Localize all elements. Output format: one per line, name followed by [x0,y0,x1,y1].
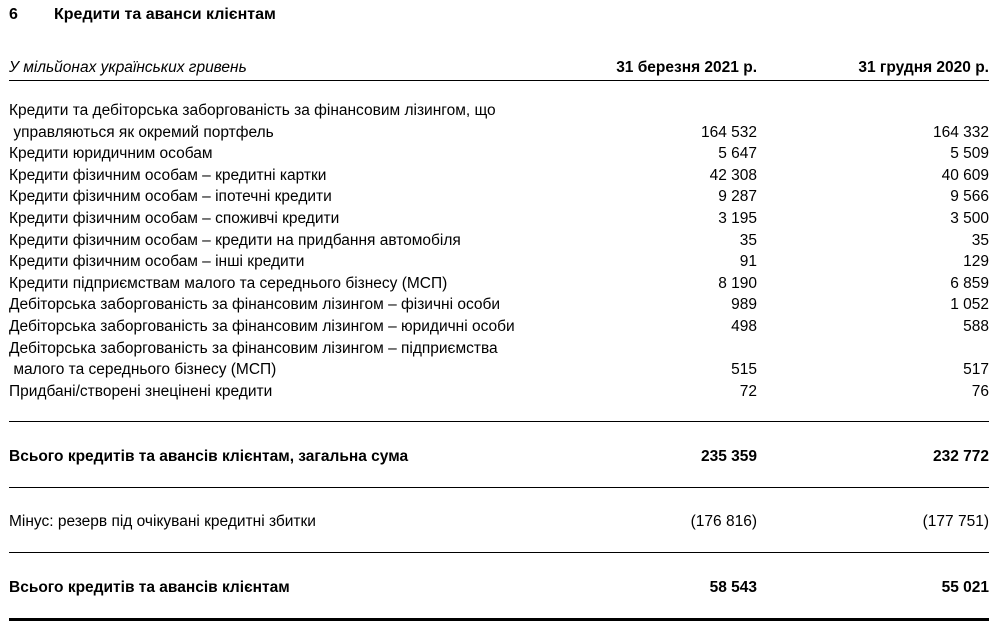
units-label: У мільйонах українських гривень [9,59,247,76]
row-value-2021: 5 647 [718,145,757,163]
divider [9,487,989,488]
table-row [9,251,989,273]
table-row [9,273,989,295]
allowance-label: Мінус: резерв під очікувані кредитні збитки [9,513,316,530]
allowance-value-2021: (176 816) [690,513,757,530]
row-value-2021: 3 195 [718,209,757,227]
row-label: Кредити фізичним особам – інші кредити [9,253,305,271]
net-total-row [9,578,989,598]
row-value-2020: 76 [971,382,989,400]
row-value-2021: 72 [739,382,757,400]
row-value-2020: 9 566 [950,188,989,206]
row-label: Кредити фізичним особам – кредити на придбання автомобіля [9,231,461,249]
divider [9,421,989,422]
row-value-2021: 42 308 [709,166,757,184]
row-value-2020: 35 [971,231,989,249]
gross-total-value-2020: 232 772 [932,448,989,465]
table-row [9,165,989,187]
row-value-2021: 498 [731,317,757,335]
table-row [9,230,989,252]
column-header-2020: 31 грудня 2020 р. [858,59,989,76]
allowance-value-2020: (177 751) [922,513,989,530]
row-value-2020: 40 609 [941,166,989,184]
row-value-2020: 164 332 [932,123,989,141]
table-row [9,294,989,316]
gross-total-value-2021: 235 359 [700,448,757,465]
row-value-2021: 91 [739,253,757,271]
table-row [9,338,989,381]
net-total-value-2021: 58 543 [709,579,757,596]
row-label: Кредити фізичним особам – споживчі кредити [9,209,340,227]
table-row [9,100,989,143]
table-row [9,186,989,208]
row-value-2021: 8 190 [718,274,757,292]
note-number: 6 [9,6,18,23]
column-header-2021: 31 березня 2021 р. [616,59,757,76]
row-label: Кредити підприємствам малого та середнього бізнесу (МСП) [9,274,448,292]
row-value-2020: 588 [963,317,989,335]
table-row [9,316,989,338]
row-value-2020: 1 052 [950,296,989,314]
row-value-2020: 517 [963,361,989,379]
row-value-2021: 515 [731,361,757,379]
row-label: Придбані/створені знецінені кредити [9,382,273,400]
note-heading [9,6,276,24]
gross-total-row [9,447,989,467]
row-value-2021: 989 [731,296,757,314]
net-total-value-2020: 55 021 [941,579,989,596]
row-value-2020: 3 500 [950,209,989,227]
row-value-2021: 9 287 [718,188,757,206]
row-label: Дебіторська заборгованість за фінансовим лізингом – підприємства малого та середнього бізнесу (МСП) [9,339,498,379]
row-label: Кредити фізичним особам – іпотечні кредити [9,188,332,206]
table-row [9,381,989,403]
table-row [9,208,989,230]
divider [9,552,989,553]
table-row [9,143,989,165]
row-value-2020: 6 859 [950,274,989,292]
table-body [9,100,989,402]
row-value-2021: 35 [739,231,757,249]
row-label: Дебіторська заборгованість за фінансовим лізингом – юридичні особи [9,317,515,335]
table-header [9,58,989,81]
note-title: Кредити та аванси клієнтам [54,6,276,23]
allowance-row [9,512,989,532]
gross-total-label: Всього кредитів та авансів клієнтам, загальна сума [9,448,409,465]
row-label: Кредити фізичним особам – кредитні картки [9,166,327,184]
row-label: Кредити та дебіторська заборгованість за фінансовим лізингом, що управляються як окремий портфель [9,102,496,141]
net-total-label: Всього кредитів та авансів клієнтам [9,579,290,596]
row-value-2020: 5 509 [950,145,989,163]
row-label: Дебіторська заборгованість за фінансовим лізингом – фізичні особи [9,296,501,314]
row-label: Кредити юридичним особам [9,145,213,163]
row-value-2021: 164 532 [700,123,757,141]
double-underline [9,618,989,621]
row-value-2020: 129 [963,253,989,271]
